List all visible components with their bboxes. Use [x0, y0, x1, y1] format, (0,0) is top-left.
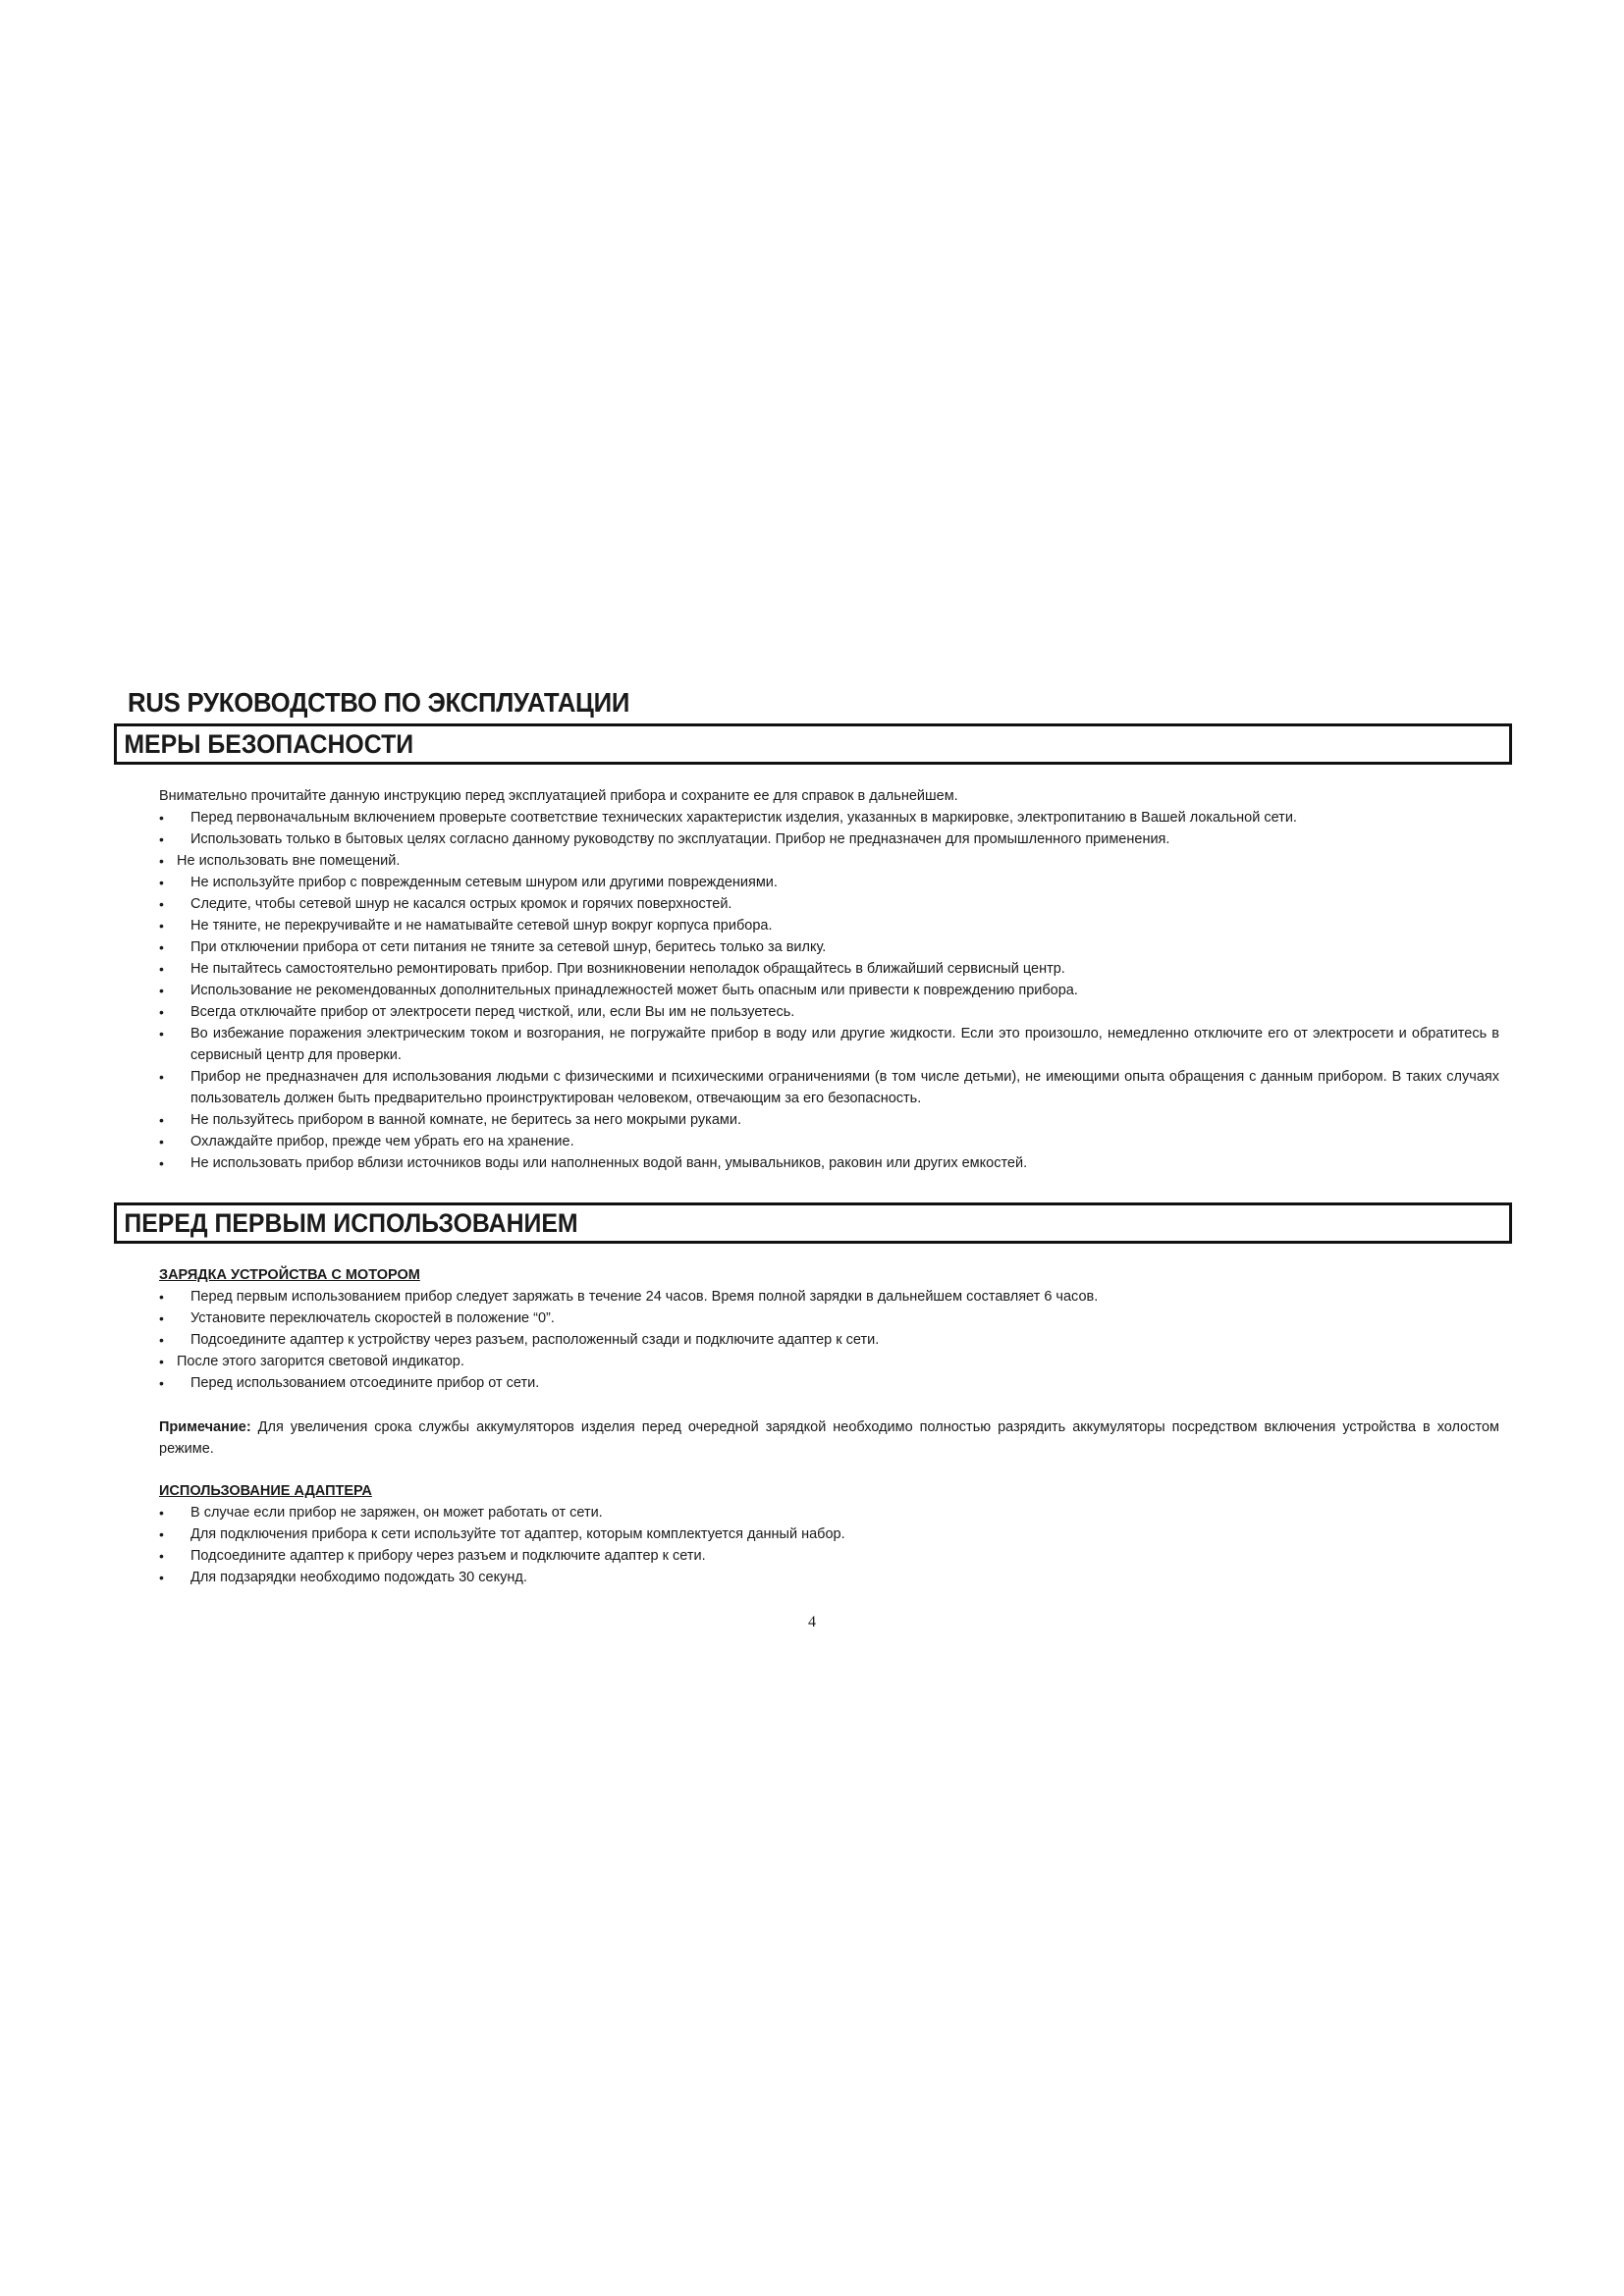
safety-heading: МЕРЫ БЕЗОПАСНОСТИ — [124, 729, 414, 759]
charging-heading: ЗАРЯДКА УСТРОЙСТВА С МОТОРОМ — [159, 1267, 420, 1283]
list-item: • Следите, чтобы сетевой шнур не касался острых кромок и горячих поверхностей. — [159, 893, 1499, 915]
charging-content — [159, 1264, 1499, 1394]
list-item: • После этого загорится световой индикатор. — [159, 1351, 1499, 1372]
list-item: • Для подключения прибора к сети используйте тот адаптер, которым комплектуется данный набор. — [159, 1523, 1499, 1545]
safety-section-header — [114, 723, 1512, 765]
list-item: • Не тяните, не перекручивайте и не наматывайте сетевой шнур вокруг корпуса прибора. — [159, 915, 1499, 936]
adapter-content — [159, 1480, 1499, 1588]
list-item: • При отключении прибора от сети питания не тяните за сетевой шнур, беритесь только за вилку. — [159, 936, 1499, 958]
safety-list — [159, 807, 1499, 1174]
first-use-section-header — [114, 1202, 1512, 1244]
note-paragraph — [159, 1416, 1499, 1460]
list-item: • Не использовать вне помещений. — [159, 850, 1499, 872]
note-label: Примечание: — [159, 1419, 251, 1435]
list-item: • Перед первым использованием прибор следует заряжать в течение 24 часов. Время полной зарядки в дальнейшем составляет 6 часов. — [159, 1286, 1499, 1308]
page-number: 4 — [808, 1614, 816, 1630]
list-item: • В случае если прибор не заряжен, он может работать от сети. — [159, 1502, 1499, 1523]
list-item: • Прибор не предназначен для использования людьми с физическими и психическими ограничениями (в том числе детьми), не имеющими опыта обращения с данным прибором. В таких случаях пользователь должен быть предварительно проинструктирован человеком, отвечающим за его безопасность. — [159, 1066, 1499, 1109]
charging-list — [159, 1286, 1499, 1394]
list-item: • Подсоедините адаптер к прибору через разъем и подключите адаптер к сети. — [159, 1545, 1499, 1567]
list-item: • Не пытайтесь самостоятельно ремонтировать прибор. При возникновении неполадок обращайтесь в ближайший сервисный центр. — [159, 958, 1499, 980]
list-item: • Не используйте прибор с поврежденным сетевым шнуром или другими повреждениями. — [159, 872, 1499, 893]
adapter-list — [159, 1502, 1499, 1588]
list-item: • Не использовать прибор вблизи источников воды или наполненных водой ванн, умывальников, раковин или других емкостей. — [159, 1152, 1499, 1174]
list-item: • Не пользуйтесь прибором в ванной комнате, не беритесь за него мокрыми руками. — [159, 1109, 1499, 1131]
adapter-heading: ИСПОЛЬЗОВАНИЕ АДАПТЕРА — [159, 1483, 372, 1499]
list-item: • Во избежание поражения электрическим током и возгорания, не погружайте прибор в воду или другие жидкости. Если это произошло, немедленно отключите его от электросети и обратитесь в сервисный центр для проверки. — [159, 1023, 1499, 1066]
list-item: • Для подзарядки необходимо подождать 30 секунд. — [159, 1567, 1499, 1588]
first-use-heading: ПЕРЕД ПЕРВЫМ ИСПОЛЬЗОВАНИЕМ — [124, 1208, 578, 1238]
list-item: • Всегда отключайте прибор от электросети перед чисткой, или, если Вы им не пользуетесь. — [159, 1001, 1499, 1023]
page-title: RUS РУКОВОДСТВО ПО ЭКСПЛУАТАЦИИ — [128, 687, 630, 718]
list-item: • Установите переключатель скоростей в положение “0”. — [159, 1308, 1499, 1329]
note-text: Для увеличения срока службы аккумуляторов изделия перед очередной зарядкой необходимо полностью разрядить аккумуляторы посредством включения устройства в холостом режиме. — [159, 1419, 1499, 1457]
note-content — [159, 1416, 1499, 1460]
list-item: • Перед использованием отсоедините прибор от сети. — [159, 1372, 1499, 1394]
list-item: • Охлаждайте прибор, прежде чем убрать его на хранение. — [159, 1131, 1499, 1152]
safety-intro: Внимательно прочитайте данную инструкцию перед эксплуатацией прибора и сохраните ее для справок в дальнейшем. — [159, 788, 958, 804]
list-item: • Использовать только в бытовых целях согласно данному руководству по эксплуатации. Прибор не предназначен для промышленного применения. — [159, 828, 1499, 850]
list-item: • Использование не рекомендованных дополнительных принадлежностей может быть опасным или привести к повреждению прибора. — [159, 980, 1499, 1001]
list-item: • Перед первоначальным включением проверьте соответствие технических характеристик изделия, указанных в маркировке, электропитанию в Вашей локальной сети. — [159, 807, 1499, 828]
list-item: • Подсоедините адаптер к устройству через разъем, расположенный сзади и подключите адаптер к сети. — [159, 1329, 1499, 1351]
safety-content — [159, 785, 1499, 1174]
